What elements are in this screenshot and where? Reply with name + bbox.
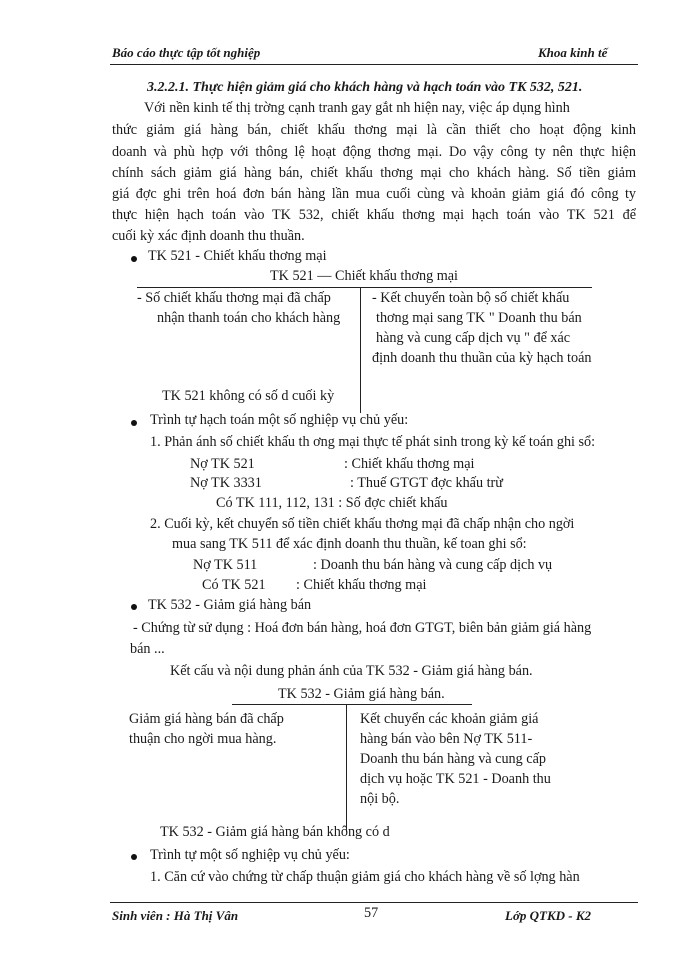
proc1-entry-5-account: Có TK 521: [202, 577, 266, 593]
tk521-credit-3: hàng và cung cấp dịch vụ " để xác: [376, 330, 571, 346]
footer-rule: [110, 902, 638, 903]
para-line-4: chính sách giảm giá hàng bán, chiết khấu thơng mại cho khách hàng. Số tiền giảm: [112, 165, 636, 181]
tk521-t-divider: [360, 287, 361, 413]
bullet-dot: [131, 420, 137, 426]
proc1-entry-2-desc: : Thuế GTGT đợc khấu trừ: [350, 475, 503, 491]
tk532-t-divider: [346, 704, 347, 832]
tk532-t-title: TK 532 - Giảm giá hàng bán.: [278, 686, 445, 702]
footer-right: Lớp QTKD - K2: [505, 908, 592, 923]
para-line-7: cuối kỳ xác định doanh thu thuần.: [112, 228, 305, 244]
header-right: Khoa kinh tế: [538, 45, 608, 60]
proc2-bullet: Trình tự một số nghiệp vụ chủ yếu:: [150, 847, 350, 863]
tk521-balance: TK 521 không có số d cuối kỳ: [162, 388, 335, 404]
proc1-bullet: Trình tự hạch toán một số nghiệp vụ chủ yếu:: [150, 412, 409, 428]
page-number: 57: [364, 905, 379, 921]
tk532-bullet: TK 532 - Giảm giá hàng bán: [148, 597, 312, 613]
tk521-credit-1: - Kết chuyển toàn bộ số chiết khấu: [372, 290, 570, 306]
proc1-entry-3: Có TK 111, 112, 131 : Số đợc chiết khấu: [216, 495, 448, 511]
tk532-debit-2: thuận cho ngời mua hàng.: [129, 731, 277, 747]
header-left: Báo cáo thực tập tốt nghiệp: [112, 45, 261, 60]
para-line-5: giá đợc ghi trên hoá đơn bán hàng lần mua cuối cùng và khoản giảm giá đó công ty: [112, 186, 636, 202]
tk532-debit-1: Giảm giá hàng bán đã chấp: [129, 711, 284, 727]
tk521-t-top: [137, 287, 592, 288]
proc1-item-2b: mua sang TK 511 để xác định doanh thu thuần, kế toan ghi sổ:: [172, 536, 527, 552]
bullet-dot: [131, 854, 137, 860]
tk532-credit-5: nội bộ.: [360, 791, 400, 807]
proc1-entry-4-desc: : Doanh thu bán hàng và cung cấp dịch vụ: [313, 557, 553, 573]
tk532-balance: TK 532 - Giảm giá hàng bán không có d: [160, 824, 390, 840]
bullet-dot: [131, 256, 137, 262]
tk521-debit-2: nhận thanh toán cho khách hàng: [157, 310, 341, 326]
tk521-debit-1: - Số chiết khấu thơng mại đã chấp: [137, 290, 331, 306]
proc1-item-2a: 2. Cuối kỳ, kết chuyển số tiền chiết khấu thơng mại đã chấp nhận cho ngời: [150, 516, 575, 532]
header-rule: [110, 64, 638, 65]
section-heading: 3.2.2.1. Thực hiện giảm giá cho khách hàng và hạch toán vào TK 532, 521.: [147, 80, 583, 95]
tk532-t-top: [232, 704, 472, 705]
para-line-2: thức giảm giá hàng bán, chiết khấu thơng mại là cần thiết cho hoạt động kinh: [112, 122, 636, 138]
tk532-docs-line-2: bán ...: [130, 641, 165, 657]
proc1-entry-4-account: Nợ TK 511: [193, 557, 258, 573]
bullet-dot: [131, 604, 137, 610]
para-line-1: Với nền kinh tế thị trờng cạnh tranh gay gắt nh hiện nay, việc áp dụng hình: [144, 100, 570, 116]
tk532-credit-2: hàng bán vào bên Nợ TK 511-: [360, 731, 533, 747]
tk521-t-title: TK 521 — Chiết khấu thơng mại: [270, 268, 458, 284]
para-line-6: thực hiện hạch toán vào TK 532, chiết khấu thơng mại hạch toán vào TK 521 để: [112, 207, 636, 223]
tk532-credit-1: Kết chuyển các khoản giảm giá: [360, 711, 539, 727]
para-line-3: doanh và phù hợp với thông lệ hoạt động thơng mại. Do vậy công ty nên thực hiện: [112, 144, 636, 160]
footer-left: Sinh viên : Hà Thị Vân: [112, 908, 239, 923]
proc1-item-1: 1. Phản ánh số chiết khấu th ơng mại thực tế phát sinh trong kỳ kế toán ghi sổ:: [150, 434, 596, 450]
tk532-structure-caption: Kết cấu và nội dung phản ánh của TK 532 - Giảm giá hàng bán.: [170, 663, 533, 679]
proc1-entry-2-account: Nợ TK 3331: [190, 475, 262, 491]
tk532-docs-line-1: - Chứng từ sử dụng : Hoá đơn bán hàng, hoá đơn GTGT, biên bản giảm giá hàng: [133, 620, 592, 636]
proc1-entry-5-desc: : Chiết khấu thơng mại: [296, 577, 427, 593]
tk532-credit-4: dịch vụ hoặc TK 521 - Doanh thu: [360, 771, 551, 787]
tk521-credit-2: thơng mại sang TK " Doanh thu bán: [376, 310, 582, 326]
proc2-item-1: 1. Căn cứ vào chứng từ chấp thuận giảm giá cho khách hàng về số lợng hàn: [150, 869, 580, 885]
tk521-credit-4: định doanh thu thuần của kỳ hạch toán: [372, 350, 592, 366]
proc1-entry-1-desc: : Chiết khấu thơng mại: [344, 456, 475, 472]
proc1-entry-1-account: Nợ TK 521: [190, 456, 255, 472]
tk521-bullet: TK 521 - Chiết khấu thơng mại: [148, 248, 327, 264]
tk532-credit-3: Doanh thu bán hàng và cung cấp: [360, 751, 546, 767]
